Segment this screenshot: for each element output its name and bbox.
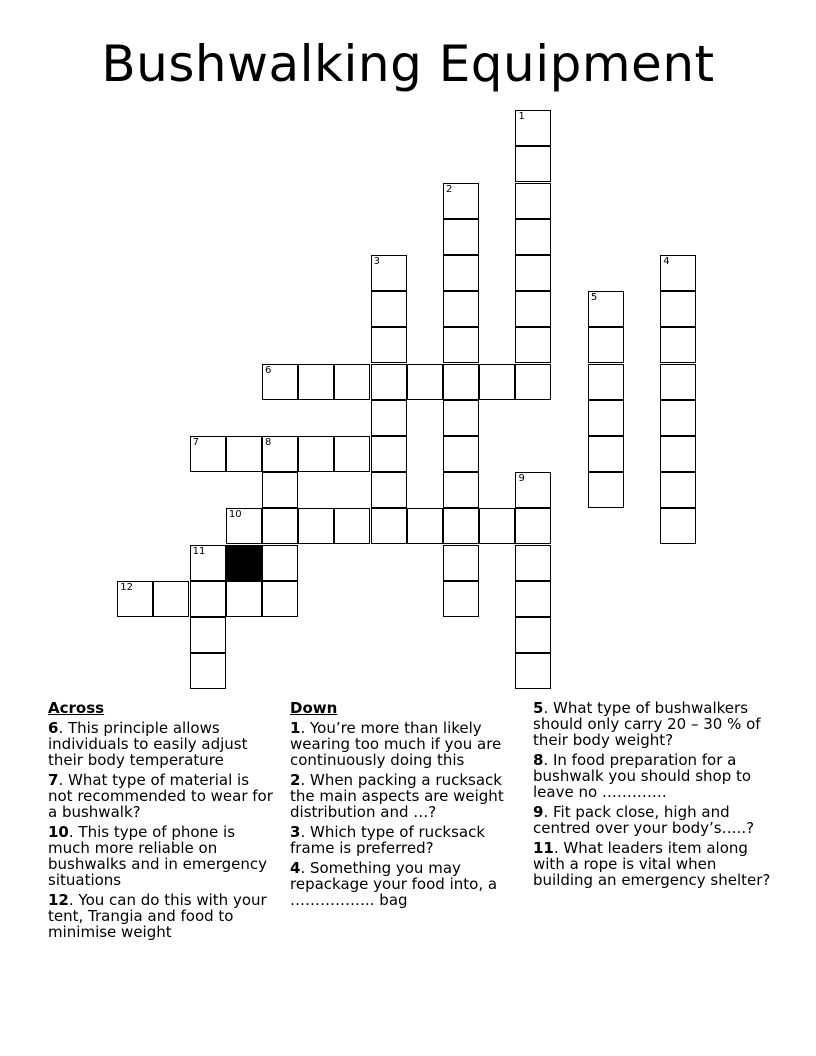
clue-3: 3. Which type of rucksack frame is preferred? (290, 823, 486, 857)
clue-number: 9 (533, 803, 544, 821)
grid-cell[interactable] (226, 581, 262, 617)
grid-number-9: 9 (518, 473, 525, 485)
grid-block-cell (226, 545, 262, 581)
clue-text: What leaders item along with a rope is vital when building an emergency shelter? (533, 839, 771, 889)
grid-cell[interactable] (443, 255, 479, 291)
down-clues-continued (533, 700, 773, 892)
clue-9: 9. Fit pack close, high and centred over your body’s…..? (533, 803, 755, 837)
grid-cell[interactable] (153, 581, 189, 617)
clue-text: Which type of rucksack frame is preferred? (290, 823, 486, 857)
page-title: Bushwalking Equipment (101, 35, 715, 93)
grid-cell[interactable] (515, 291, 551, 327)
across-clues (48, 700, 273, 944)
clue-number: 10 (48, 823, 69, 841)
grid-cell[interactable] (190, 581, 226, 617)
grid-cell[interactable] (515, 110, 551, 146)
clue-text: What type of bushwalkers should only carry 20 – 30 % of their body weight? (533, 699, 761, 749)
grid-number-7: 7 (192, 437, 200, 449)
grid-cell[interactable] (660, 508, 696, 544)
grid-number-5: 5 (590, 292, 598, 304)
grid-cell[interactable] (588, 400, 624, 436)
grid-cell[interactable] (371, 400, 407, 436)
clue-number: 6 (48, 719, 59, 737)
grid-cell[interactable] (443, 400, 479, 436)
grid-cell[interactable] (479, 508, 515, 544)
grid-cell[interactable] (371, 364, 407, 400)
down-clues (290, 700, 515, 912)
grid-cell[interactable] (660, 291, 696, 327)
grid-cell[interactable] (371, 327, 407, 363)
grid-cell[interactable] (515, 183, 551, 219)
grid-number-6: 6 (265, 364, 272, 376)
grid-cell[interactable] (588, 291, 624, 327)
grid-cell[interactable] (515, 545, 551, 581)
grid-cell[interactable] (262, 364, 298, 400)
grid-cell[interactable] (371, 255, 407, 291)
down-heading: Down (290, 699, 338, 717)
clue-number: 8 (533, 751, 544, 769)
clue-4: 4. Something you may repackage your food into, a …………….. bag (290, 859, 498, 909)
grid-cell[interactable] (407, 364, 443, 400)
grid-cell[interactable] (660, 400, 696, 436)
grid-cell[interactable] (515, 255, 551, 291)
clue-1: 1. You’re more than likely wearing too much if you are continuously doing this (290, 719, 502, 769)
grid-number-11: 11 (192, 545, 206, 557)
clue-7: 7. What type of material is not recommended to wear for a bushwalk? (48, 771, 273, 821)
grid-cell[interactable] (334, 436, 370, 472)
grid-cell[interactable] (443, 545, 479, 581)
clue-number: 7 (48, 771, 59, 789)
clue-text: Fit pack close, high and centred over your body’s…..? (533, 803, 755, 837)
grid-cell[interactable] (443, 327, 479, 363)
clue-text: Something you may repackage your food into, a …………….. bag (290, 859, 498, 909)
clue-12: 12. You can do this with your tent, Trangia and food to minimise weight (48, 891, 267, 941)
clue-text: You’re more than likely wearing too much if you are continuously doing this (290, 719, 502, 769)
clue-text: This principle allows individuals to easily adjust their body temperature (48, 719, 248, 769)
grid-number-1: 1 (518, 111, 525, 123)
grid-number-12: 12 (120, 581, 133, 593)
clue-8: 8. In food preparation for a bushwalk you should shop to leave no …………. (533, 751, 752, 801)
clue-text: In food preparation for a bushwalk you should shop to leave no …………. (533, 751, 752, 801)
grid-cell[interactable] (588, 364, 624, 400)
clue-11: 11. What leaders item along with a rope is vital when building an emergency shelter? (533, 839, 771, 889)
grid-cell[interactable] (443, 219, 479, 255)
across-heading: Across (48, 699, 105, 717)
grid-cell[interactable] (371, 472, 407, 508)
grid-cell[interactable] (190, 436, 226, 472)
grid-cell[interactable] (334, 364, 370, 400)
grid-cell[interactable] (660, 472, 696, 508)
grid-cell[interactable] (262, 581, 298, 617)
grid-cell[interactable] (226, 436, 262, 472)
grid-cell[interactable] (515, 472, 551, 508)
grid-cell[interactable] (515, 581, 551, 617)
grid-cell[interactable] (443, 364, 479, 400)
clue-5: 5. What type of bushwalkers should only carry 20 – 30 % of their body weight? (533, 699, 761, 749)
grid-cell[interactable] (515, 327, 551, 363)
clue-2: 2. When packing a rucksack the main aspects are weight distribution and …? (290, 771, 504, 821)
clue-6: 6. This principle allows individuals to easily adjust their body temperature (48, 719, 248, 769)
clue-number: 4 (290, 859, 301, 877)
grid-number-2: 2 (446, 183, 453, 195)
grid-cell[interactable] (588, 436, 624, 472)
grid-cell[interactable] (371, 436, 407, 472)
grid-cell[interactable] (515, 508, 551, 544)
clue-number: 12 (48, 891, 69, 909)
grid-cell[interactable] (588, 327, 624, 363)
grid-cell[interactable] (190, 545, 226, 581)
grid-cell[interactable] (298, 436, 334, 472)
grid-cell[interactable] (190, 617, 226, 653)
grid-cell[interactable] (443, 183, 479, 219)
clue-text: What type of material is not recommended to wear for a bushwalk? (48, 771, 273, 821)
grid-cell[interactable] (515, 364, 551, 400)
clue-text: This type of phone is much more reliable on bushwalks and in emergency situations (48, 823, 268, 889)
grid-cell[interactable] (660, 327, 696, 363)
grid-cell[interactable] (262, 436, 298, 472)
grid-number-10: 10 (228, 509, 242, 521)
grid-cell[interactable] (443, 581, 479, 617)
grid-cell[interactable] (443, 436, 479, 472)
grid-cell[interactable] (660, 255, 696, 291)
grid-cell[interactable] (298, 364, 334, 400)
clue-number: 11 (533, 839, 554, 857)
grid-cell[interactable] (479, 364, 515, 400)
grid-cell[interactable] (371, 508, 407, 544)
grid-cell[interactable] (298, 508, 334, 544)
clue-number: 5 (533, 699, 544, 717)
grid-cell[interactable] (334, 508, 370, 544)
grid-cell[interactable] (515, 219, 551, 255)
grid-cell[interactable] (190, 653, 226, 689)
grid-cell[interactable] (443, 291, 479, 327)
grid-number-4: 4 (663, 256, 670, 268)
grid-cell[interactable] (262, 472, 298, 508)
grid-cell[interactable] (262, 545, 298, 581)
grid-cell[interactable] (226, 508, 262, 544)
grid-cell[interactable] (443, 508, 479, 544)
clue-10: 10. This type of phone is much more reliable on bushwalks and in emergency situations (48, 823, 268, 889)
grid-cell[interactable] (371, 291, 407, 327)
grid-number-3: 3 (373, 256, 381, 268)
grid-cell[interactable] (262, 508, 298, 544)
grid-cell[interactable] (515, 617, 551, 653)
clue-number: 2 (290, 771, 301, 789)
grid-cell[interactable] (407, 508, 443, 544)
grid-cell[interactable] (588, 472, 624, 508)
clue-text: You can do this with your tent, Trangia and food to minimise weight (48, 891, 267, 941)
clue-number: 1 (290, 719, 301, 737)
grid-cell[interactable] (443, 472, 479, 508)
grid-cell[interactable] (515, 146, 551, 182)
grid-cell[interactable] (117, 581, 153, 617)
grid-cell[interactable] (660, 436, 696, 472)
grid-cell[interactable] (515, 653, 551, 689)
clue-text: When packing a rucksack the main aspects are weight distribution and …? (290, 771, 504, 821)
clue-number: 3 (290, 823, 301, 841)
grid-number-8: 8 (265, 437, 272, 449)
grid-cell[interactable] (660, 364, 696, 400)
